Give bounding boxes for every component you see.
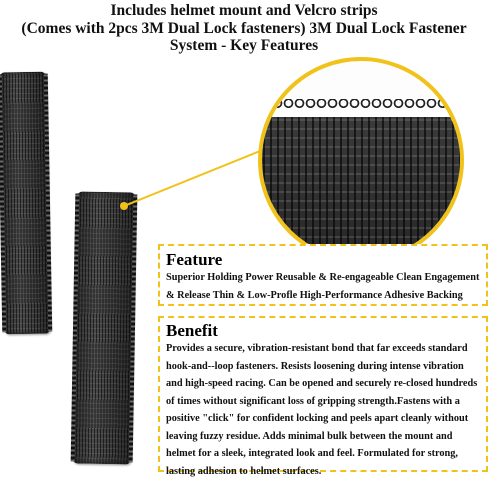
title-line-1: Includes helmet mount and Velcro strips: [110, 2, 378, 19]
magnified-detail-image: [258, 57, 464, 263]
zoom-pointer-dot: [120, 202, 128, 210]
benefit-box: [158, 316, 488, 477]
benefit-text: Provides a secure, vibration-resistant bond that far exceeds standard hook-and--loop fasteners. Resists loosening during intense vibration and high-speed racing. Can be opened and securely re-closed hundreds of times without significant loss of gripping strength.Fastens with a positive "click" for confident locking and peels apart cleanly without leaving fuzzy residue. Adds minimal bulk between the mount and helmet for a sleek, integrated look and feel. Formulated for strong, lasting adhesion to helmet surfaces.: [166, 343, 478, 477]
fastener-weave-detail: [258, 117, 464, 263]
feature-box: [158, 244, 488, 306]
dual-lock-strip-image: [73, 192, 136, 465]
benefit-heading: Benefit: [166, 321, 218, 340]
mushroom-hooks-detail: [272, 99, 450, 119]
title-line-2: (Comes with 2pcs 3M Dual Lock fasteners) 3M Dual Lock Fastener: [21, 19, 467, 37]
zoom-pointer-line: [124, 149, 264, 207]
feature-heading: Feature: [166, 250, 223, 269]
dual-lock-strip-image: [0, 72, 50, 335]
page-title: [0, 2, 488, 55]
title-line-3: System - Key Features: [169, 37, 319, 54]
feature-text: Superior Holding Power Reusable & Re-engageable Clean Engagement & Release Thin & Low-Profle High-Performance Adhesive Backing: [166, 272, 480, 301]
